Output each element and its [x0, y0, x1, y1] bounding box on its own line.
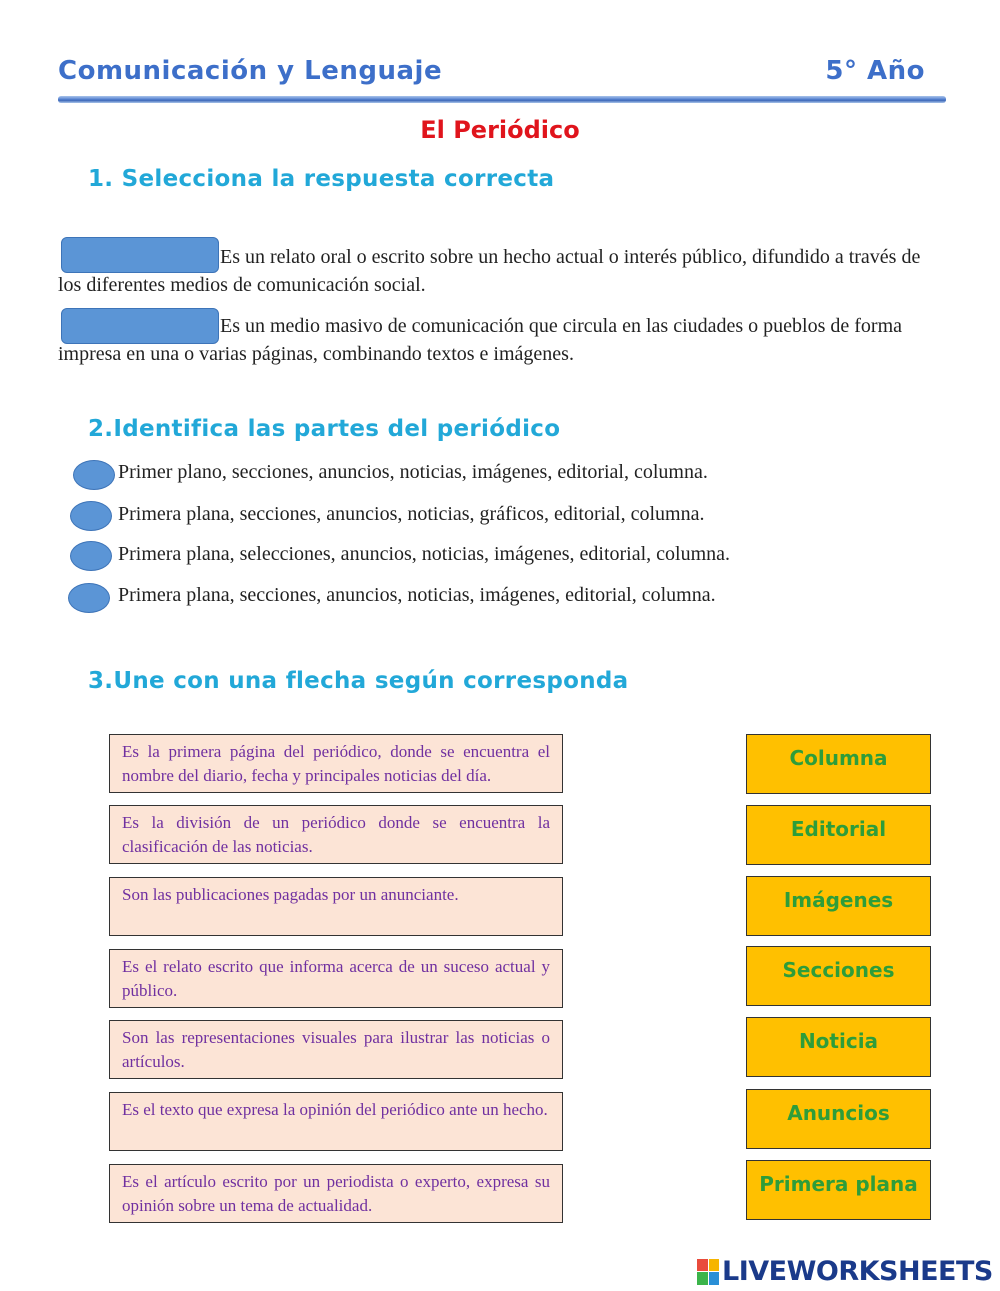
definition-1 — [58, 243, 948, 299]
liveworksheets-logo-icon — [697, 1259, 719, 1285]
term-box-columna[interactable]: Columna — [746, 734, 931, 794]
header-divider — [58, 96, 946, 103]
definition-2 — [58, 312, 948, 368]
term-box-noticia[interactable]: Noticia — [746, 1017, 931, 1077]
liveworksheets-logo[interactable] — [697, 1256, 993, 1287]
option-radio-3[interactable] — [70, 541, 112, 571]
term-box-imagenes[interactable]: Imágenes — [746, 876, 931, 936]
description-box-7[interactable]: Es el artículo escrito por un periodista o experto, expresa su opinión sobre un tema de actualidad. — [109, 1164, 563, 1223]
liveworksheets-logo-text: LIVEWORKSHEETS — [722, 1256, 993, 1287]
page-title: El Periódico — [420, 116, 580, 144]
option-radio-2[interactable] — [70, 501, 112, 531]
section-2-title: 2.Identifica las partes del periódico — [88, 416, 561, 442]
term-box-editorial[interactable]: Editorial — [746, 805, 931, 865]
description-box-2[interactable]: Es la división de un periódico donde se encuentra la clasificación de las noticias. — [109, 805, 563, 864]
definition-2-text: Es un medio masivo de comunicación que circula en las ciudades o pueblos de forma impresa en una o varias páginas, combinando textos e imágenes. — [58, 315, 903, 365]
definition-1-text: Es un relato oral o escrito sobre un hecho actual o interés público, difundido a través de los diferentes medios de comunicación social. — [58, 246, 921, 296]
description-box-1[interactable]: Es la primera página del periódico, donde se encuentra el nombre del diario, fecha y principales noticias del día. — [109, 734, 563, 793]
term-box-anuncios[interactable]: Anuncios — [746, 1089, 931, 1149]
option-text-3: Primera plana, selecciones, anuncios, noticias, imágenes, editorial, columna. — [118, 543, 731, 565]
subject-heading: Comunicación y Lenguaje — [58, 56, 443, 86]
option-radio-4[interactable] — [68, 583, 110, 613]
term-box-primera-plana[interactable]: Primera plana — [746, 1160, 931, 1220]
description-box-3[interactable]: Son las publicaciones pagadas por un anunciante. — [109, 877, 563, 936]
option-radio-1[interactable] — [73, 460, 115, 490]
grade-heading: 5° Año — [825, 56, 925, 86]
description-box-6[interactable]: Es el texto que expresa la opinión del periódico ante un hecho. — [109, 1092, 563, 1151]
description-box-4[interactable]: Es el relato escrito que informa acerca de un suceso actual y público. — [109, 949, 563, 1008]
option-text-4: Primera plana, secciones, anuncios, noticias, imágenes, editorial, columna. — [118, 584, 716, 606]
option-text-1: Primer plano, secciones, anuncios, noticias, imágenes, editorial, columna. — [118, 461, 708, 483]
term-box-secciones[interactable]: Secciones — [746, 946, 931, 1006]
option-text-2: Primera plana, secciones, anuncios, noticias, gráficos, editorial, columna. — [118, 503, 705, 525]
section-3-title: 3.Une con una flecha según corresponda — [88, 668, 629, 694]
description-box-5[interactable]: Son las representaciones visuales para ilustrar las noticias o artículos. — [109, 1020, 563, 1079]
section-1-title: 1. Selecciona la respuesta correcta — [88, 166, 555, 192]
